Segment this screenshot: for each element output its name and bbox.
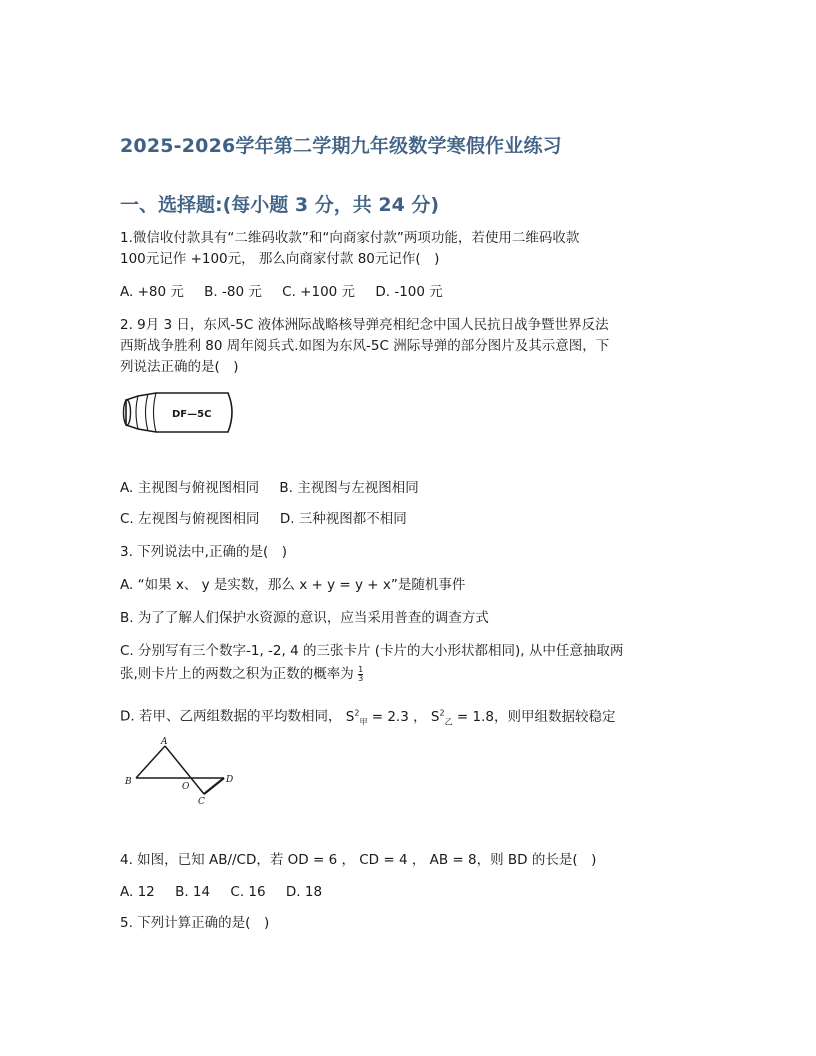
q3-stem: 3. 下列说法中,正确的是( ): [120, 544, 287, 560]
q1-option-a: A. +80 元: [120, 284, 184, 300]
missile-figure: [120, 390, 240, 436]
q2-option-a: A. 主视图与俯视图相同: [120, 480, 260, 496]
q1-option-d: D. -100 元: [375, 284, 443, 300]
point-c-label: C: [198, 797, 205, 807]
page-title: 2025-2026学年第二学期九年级数学寒假作业练习: [120, 135, 562, 157]
q2-option-d: D. 三种视图都不相同: [279, 511, 407, 527]
q2-option-c: C. 左视图与俯视图相同: [120, 511, 260, 527]
q3-option-c-line2: [120, 664, 700, 685]
q1-option-b: B. -80 元: [204, 284, 262, 300]
q1-options: [120, 282, 700, 303]
q3-option-c-text: 张,则卡片上的两数之积为正数的概率为: [120, 666, 354, 682]
point-d-label: D: [226, 775, 234, 785]
q2-options-row1: [120, 478, 700, 499]
point-a-label: A: [161, 737, 168, 747]
q4-option-b: B. 14: [175, 884, 211, 900]
q1-option-c: C. +100 元: [282, 284, 356, 300]
q4-stem: 4. 如图，已知 AB//CD，若 OD = 6 ， CD = 4 ， AB = 8，则 BD 的长是( ): [120, 852, 597, 868]
q4-options: [120, 882, 700, 903]
variance-a: $S^2_甲 = 2.3$ ，: [345, 708, 427, 727]
variance-b: $S^2_乙 = 1.8$，则甲组数据较稳定: [430, 708, 616, 727]
q3-option-c-line1: C. 分别写有三个数字-1, -2, 4 的三张卡片 (卡片的大小形状都相同), 从中任意抽取两: [120, 643, 624, 659]
q4-option-c: C. 16: [230, 884, 266, 900]
fraction-denominator: 3: [358, 673, 364, 683]
q4-option-d: D. 18: [285, 884, 323, 900]
missile-label: DF—5C: [172, 409, 212, 420]
q2-option-b: B. 主视图与左视图相同: [279, 480, 419, 496]
q3-option-d-text: D. 若甲、乙两组数据的平均数相同，: [120, 708, 342, 725]
q2-stem-line2: 西斯战争胜利 80 周年阅兵式.如图为东风-5C 洲际导弹的部分图片及其示意图，下: [120, 338, 610, 354]
q3-option-b: B. 为了了解人们保护水资源的意识，应当采用普查的调查方式: [120, 610, 489, 626]
geometry-figure: [118, 734, 242, 808]
q2-stem-line1: 2. 9月 3 日，东风-5C 液体洲际战略核导弹亮相纪念中国人民抗日战争暨世界反法: [120, 317, 609, 333]
point-o-label: O: [182, 782, 190, 792]
q3-option-a: A. “如果 x、 y 是实数，那么 x + y = y + x”是随机事件: [120, 577, 466, 593]
q3-option-d: [120, 702, 700, 732]
q2-options-row2: [120, 509, 700, 530]
q1-stem-line2: 100元记作 +100元， 那么向商家付款 80元记作( ): [120, 251, 440, 267]
point-b-label: B: [125, 777, 132, 787]
probability-fraction: [358, 666, 363, 683]
q5-stem: 5. 下列计算正确的是( ): [120, 915, 270, 931]
q1-stem-line1: 1.微信收付款具有“二维码收款”和“向商家付款”两项功能，若使用二维码收款: [120, 230, 580, 246]
q4-option-a: A. 12: [120, 884, 155, 900]
section-heading: 一、选择题:(每小题 3 分，共 24 分): [120, 194, 440, 216]
q2-stem-line3: 列说法正确的是( ): [120, 359, 239, 375]
fraction-numerator: 1: [358, 664, 364, 674]
